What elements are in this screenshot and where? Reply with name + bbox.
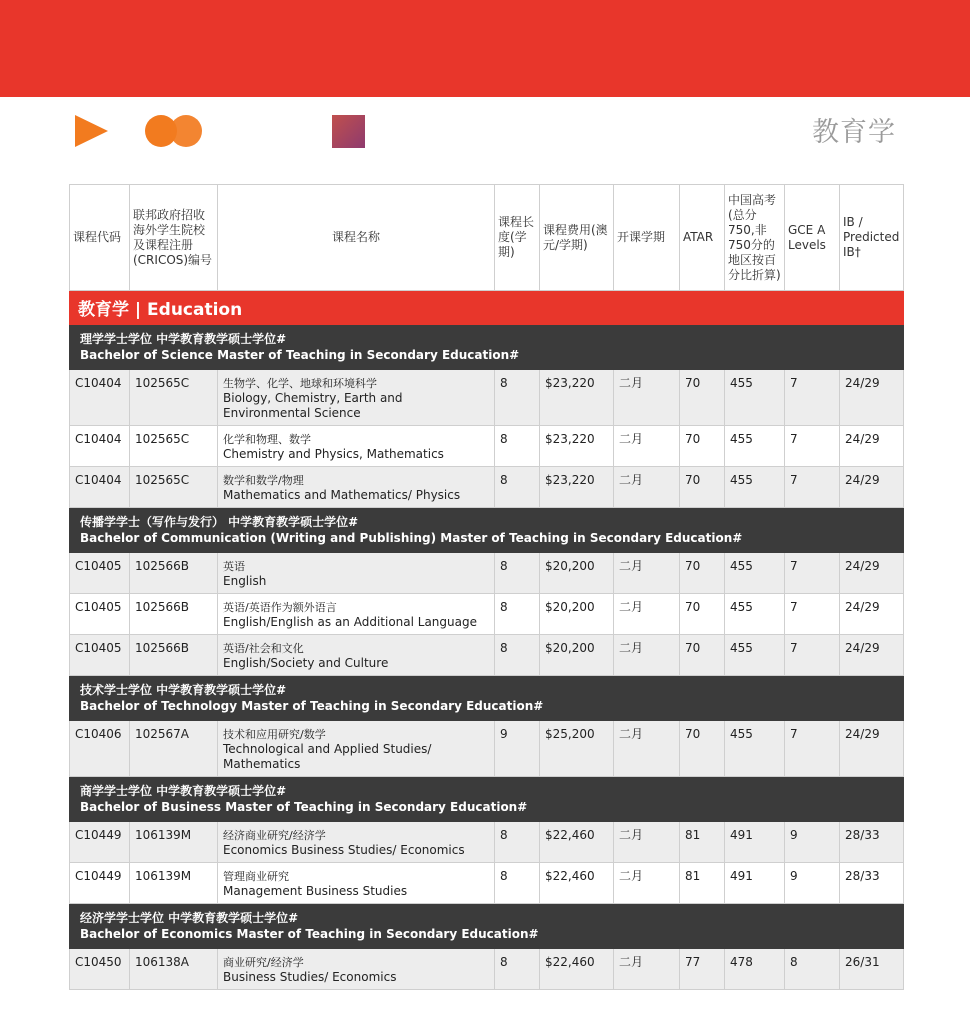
col-header-atar: ATAR	[680, 185, 725, 291]
course-name-zh: 管理商业研究	[223, 870, 289, 883]
group-title-zh: 商学学士学位 中学教育教学硕士学位#	[80, 784, 287, 798]
cell-cricos: 102566B	[130, 553, 218, 594]
group-header-row	[70, 777, 904, 822]
cell-atar: 81	[680, 863, 725, 904]
col-header-code: 课程代码	[70, 185, 130, 291]
cell-code: C10406	[70, 721, 130, 777]
cell-name	[218, 370, 495, 426]
cell-gce: 7	[785, 426, 840, 467]
square-icon	[332, 115, 365, 148]
col-header-duration: 课程长度(学期)	[495, 185, 540, 291]
cell-gaokao: 455	[725, 467, 785, 508]
cell-gce: 8	[785, 949, 840, 990]
cell-name	[218, 822, 495, 863]
group-header-row	[70, 325, 904, 370]
group-title-en: Bachelor of Economics Master of Teaching in Secondary Education#	[80, 927, 539, 941]
cell-intake: 二月	[614, 863, 680, 904]
course-name-en: Biology, Chemistry, Earth and Environmental Science	[223, 391, 403, 420]
course-name-en: Mathematics and Mathematics/ Physics	[223, 488, 461, 502]
cell-gaokao: 455	[725, 370, 785, 426]
course-name-zh: 生物学、化学、地球和环境科学	[223, 377, 377, 390]
cell-fee: $20,200	[540, 594, 614, 635]
table-row	[70, 594, 904, 635]
col-header-name: 课程名称	[218, 185, 495, 291]
cell-fee: $23,220	[540, 370, 614, 426]
group-title-en: Bachelor of Technology Master of Teaching in Secondary Education#	[80, 699, 544, 713]
cell-duration: 8	[495, 467, 540, 508]
cell-cricos: 106138A	[130, 949, 218, 990]
cell-intake: 二月	[614, 467, 680, 508]
col-header-gce: GCE A Levels	[785, 185, 840, 291]
table-row	[70, 426, 904, 467]
cell-intake: 二月	[614, 553, 680, 594]
course-name-zh: 英语/英语作为额外语言	[223, 601, 337, 614]
course-name-en: Technological and Applied Studies/ Mathematics	[223, 742, 432, 771]
cell-atar: 70	[680, 721, 725, 777]
cell-cricos: 102566B	[130, 594, 218, 635]
cell-atar: 70	[680, 635, 725, 676]
group-header	[70, 676, 904, 721]
group-title-zh: 理学学士学位 中学教育教学硕士学位#	[80, 332, 287, 346]
play-triangle-icon	[75, 115, 108, 147]
cell-name	[218, 949, 495, 990]
cell-code: C10449	[70, 863, 130, 904]
cell-gce: 9	[785, 822, 840, 863]
group-header-row	[70, 508, 904, 553]
course-name-zh: 经济商业研究/经济学	[223, 829, 326, 842]
cell-cricos: 106139M	[130, 822, 218, 863]
cell-name	[218, 594, 495, 635]
cell-ib: 28/33	[840, 863, 904, 904]
course-name-zh: 英语/社会和文化	[223, 642, 304, 655]
group-title-zh: 经济学学士学位 中学教育教学硕士学位#	[80, 911, 299, 925]
course-name-en: English	[223, 574, 267, 588]
cell-duration: 8	[495, 426, 540, 467]
cell-code: C10405	[70, 553, 130, 594]
header-row	[70, 185, 904, 291]
cell-gce: 7	[785, 370, 840, 426]
category-row	[70, 291, 904, 325]
cell-name	[218, 467, 495, 508]
table-row	[70, 863, 904, 904]
cell-cricos: 102567A	[130, 721, 218, 777]
cell-gaokao: 455	[725, 426, 785, 467]
cell-intake: 二月	[614, 822, 680, 863]
cell-duration: 8	[495, 594, 540, 635]
col-header-cricos: 联邦政府招收海外学生院校及课程注册(CRICOS)编号	[130, 185, 218, 291]
course-name-en: Economics Business Studies/ Economics	[223, 843, 465, 857]
cell-atar: 70	[680, 426, 725, 467]
cell-fee: $25,200	[540, 721, 614, 777]
group-header	[70, 904, 904, 949]
cell-ib: 28/33	[840, 822, 904, 863]
cell-cricos: 102565C	[130, 370, 218, 426]
cell-atar: 81	[680, 822, 725, 863]
cell-gaokao: 491	[725, 863, 785, 904]
cell-fee: $23,220	[540, 426, 614, 467]
course-name-zh: 数学和数学/物理	[223, 474, 304, 487]
course-name-en: Chemistry and Physics, Mathematics	[223, 447, 444, 461]
group-title-en: Bachelor of Science Master of Teaching in Secondary Education#	[80, 348, 520, 362]
cell-name	[218, 721, 495, 777]
table-row	[70, 822, 904, 863]
cell-gaokao: 478	[725, 949, 785, 990]
cell-gce: 7	[785, 467, 840, 508]
group-header	[70, 508, 904, 553]
table-row	[70, 370, 904, 426]
cell-name	[218, 553, 495, 594]
cell-gaokao: 491	[725, 822, 785, 863]
cell-ib: 24/29	[840, 467, 904, 508]
cell-gce: 9	[785, 863, 840, 904]
cell-fee: $22,460	[540, 863, 614, 904]
group-header-row	[70, 676, 904, 721]
cell-code: C10404	[70, 426, 130, 467]
cell-code: C10404	[70, 370, 130, 426]
cell-cricos: 102565C	[130, 426, 218, 467]
course-name-en: Management Business Studies	[223, 884, 408, 898]
cell-ib: 26/31	[840, 949, 904, 990]
cell-name	[218, 863, 495, 904]
cell-gce: 7	[785, 594, 840, 635]
cell-duration: 8	[495, 635, 540, 676]
category-label: 教育学 | Education	[70, 291, 904, 325]
cell-duration: 8	[495, 949, 540, 990]
course-name-en: English/Society and Culture	[223, 656, 389, 670]
table-row	[70, 553, 904, 594]
cell-atar: 70	[680, 467, 725, 508]
cell-ib: 24/29	[840, 594, 904, 635]
cell-cricos: 102566B	[130, 635, 218, 676]
cell-cricos: 102565C	[130, 467, 218, 508]
col-header-gaokao: 中国高考(总分750,非750分的地区按百分比折算)	[725, 185, 785, 291]
cell-code: C10449	[70, 822, 130, 863]
cell-code: C10405	[70, 594, 130, 635]
cell-fee: $20,200	[540, 553, 614, 594]
table-row	[70, 467, 904, 508]
cell-fee: $20,200	[540, 635, 614, 676]
cell-gaokao: 455	[725, 635, 785, 676]
group-title-zh: 技术学士学位 中学教育教学硕士学位#	[80, 683, 287, 697]
cell-duration: 8	[495, 822, 540, 863]
cell-duration: 8	[495, 370, 540, 426]
course-name-zh: 英语	[223, 560, 245, 573]
cell-name	[218, 426, 495, 467]
cell-fee: $22,460	[540, 822, 614, 863]
cell-code: C10404	[70, 467, 130, 508]
cell-gce: 7	[785, 635, 840, 676]
cell-gaokao: 455	[725, 721, 785, 777]
cell-intake: 二月	[614, 721, 680, 777]
course-table	[69, 184, 904, 990]
cell-ib: 24/29	[840, 370, 904, 426]
group-title-en: Bachelor of Business Master of Teaching in Secondary Education#	[80, 800, 528, 814]
table-row	[70, 721, 904, 777]
cell-intake: 二月	[614, 426, 680, 467]
cell-gaokao: 455	[725, 594, 785, 635]
col-header-fee: 课程费用(澳元/学期)	[540, 185, 614, 291]
cell-atar: 70	[680, 370, 725, 426]
section-title: 教育学	[812, 117, 896, 148]
group-header	[70, 325, 904, 370]
cell-cricos: 106139M	[130, 863, 218, 904]
cell-ib: 24/29	[840, 426, 904, 467]
course-name-zh: 商业研究/经济学	[223, 956, 304, 969]
cell-name	[218, 635, 495, 676]
cell-gce: 7	[785, 553, 840, 594]
table-row	[70, 635, 904, 676]
cell-intake: 二月	[614, 949, 680, 990]
course-name-zh: 化学和物理、数学	[223, 433, 311, 446]
circle-icon-right	[170, 115, 202, 147]
cell-intake: 二月	[614, 594, 680, 635]
col-header-intake: 开课学期	[614, 185, 680, 291]
cell-fee: $22,460	[540, 949, 614, 990]
cell-atar: 77	[680, 949, 725, 990]
col-header-ib: IB / Predicted IB†	[840, 185, 904, 291]
cell-atar: 70	[680, 553, 725, 594]
course-name-en: Business Studies/ Economics	[223, 970, 397, 984]
cell-code: C10450	[70, 949, 130, 990]
top-banner	[0, 0, 970, 97]
group-header	[70, 777, 904, 822]
cell-duration: 9	[495, 721, 540, 777]
group-title-zh: 传播学学士（写作与发行） 中学教育教学硕士学位#	[80, 515, 359, 529]
cell-ib: 24/29	[840, 635, 904, 676]
table-row	[70, 949, 904, 990]
cell-intake: 二月	[614, 370, 680, 426]
cell-intake: 二月	[614, 635, 680, 676]
cell-gce: 7	[785, 721, 840, 777]
group-title-en: Bachelor of Communication (Writing and Publishing) Master of Teaching in Secondary Education#	[80, 531, 743, 545]
cell-duration: 8	[495, 553, 540, 594]
cell-ib: 24/29	[840, 721, 904, 777]
cell-ib: 24/29	[840, 553, 904, 594]
course-name-zh: 技术和应用研究/数学	[223, 728, 326, 741]
cell-code: C10405	[70, 635, 130, 676]
course-name-en: English/English as an Additional Language	[223, 615, 477, 629]
cell-gaokao: 455	[725, 553, 785, 594]
cell-atar: 70	[680, 594, 725, 635]
cell-fee: $23,220	[540, 467, 614, 508]
group-header-row	[70, 904, 904, 949]
cell-duration: 8	[495, 863, 540, 904]
